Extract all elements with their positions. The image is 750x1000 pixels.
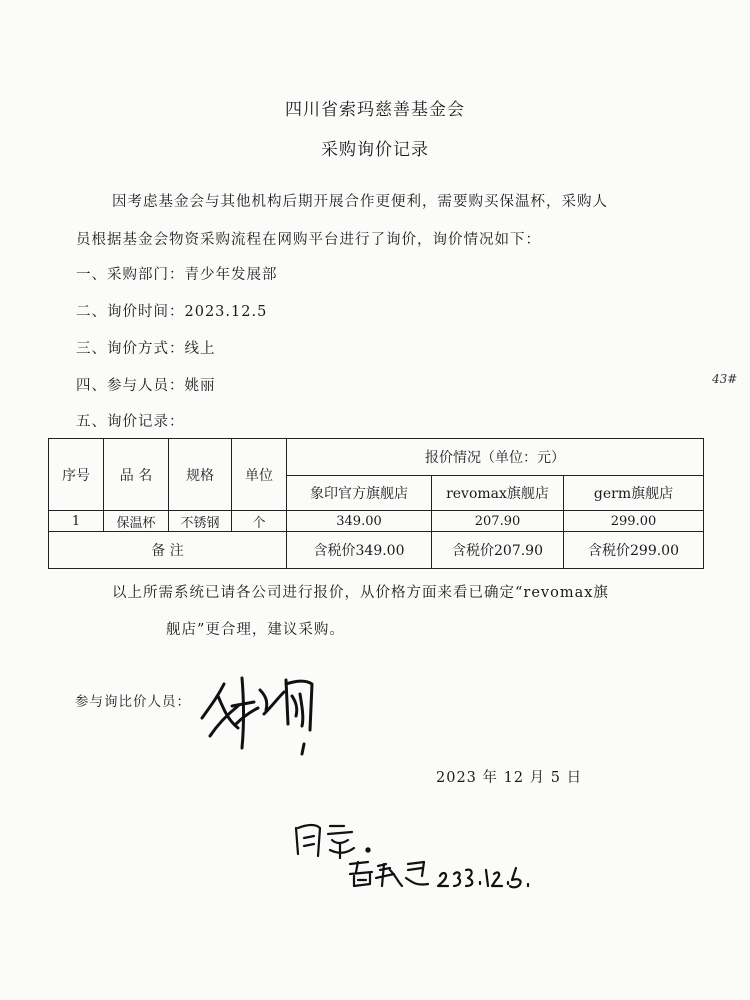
- row-price: 299.00: [564, 511, 704, 532]
- item-department: 一、采购部门：青少年发展部: [76, 267, 278, 283]
- approver-signature: [346, 856, 536, 890]
- org-title: 四川省索玛慈善基金会: [285, 100, 465, 120]
- vendor-header: germ旗舰店: [564, 476, 704, 511]
- row-price: 207.90: [432, 511, 564, 532]
- conclusion-line-1: 以上所需系统已请各公司进行报价，从价格方面来看已确定“revomax旗: [112, 585, 609, 601]
- item-participants: 四、参与人员：姚丽: [76, 378, 216, 394]
- intro-line-2: 员根据基金会物资采购流程在网购平台进行了询价，询价情况如下：: [76, 232, 541, 248]
- conclusion-line-2: 舰店”更合理，建议采购。: [166, 622, 345, 638]
- header-unit: 单位: [232, 439, 287, 511]
- item-records: 五、询价记录：: [76, 414, 185, 430]
- row-unit: 个: [232, 511, 287, 532]
- row-price: 349.00: [287, 511, 432, 532]
- intro-line-1: 因考虑基金会与其他机构后期开展合作更便利，需要购买保温杯，采购人: [112, 194, 608, 210]
- doc-title: 采购询价记录: [321, 140, 429, 160]
- header-name: 品 名: [104, 439, 169, 511]
- item-date: 二、询价时间：2023.12.5: [76, 304, 268, 320]
- row-spec: 不锈钢: [169, 511, 232, 532]
- margin-note: 43#: [712, 372, 738, 386]
- header-quote: 报价情况（单位：元）: [287, 439, 704, 476]
- sign-date: 2023 年 12 月 5 日: [436, 770, 583, 786]
- vendor-header: 象印官方旗舰店: [287, 476, 432, 511]
- remark-cell: 含税价207.90: [432, 532, 564, 569]
- quote-table: [48, 438, 704, 569]
- item-method: 三、询价方式：线上: [76, 341, 216, 357]
- header-seq: 序号: [49, 439, 104, 511]
- remark-label: 备 注: [49, 532, 287, 569]
- row-name: 保温杯: [104, 511, 169, 532]
- remark-cell: 含税价299.00: [564, 532, 704, 569]
- participants-label: 参与询比价人员：: [75, 694, 191, 710]
- table-row: [49, 511, 704, 532]
- vendor-header: revomax旗舰店: [432, 476, 564, 511]
- row-seq: 1: [49, 511, 104, 532]
- header-spec: 规格: [169, 439, 232, 511]
- remark-cell: 含税价349.00: [287, 532, 432, 569]
- participant-signature: [198, 666, 318, 756]
